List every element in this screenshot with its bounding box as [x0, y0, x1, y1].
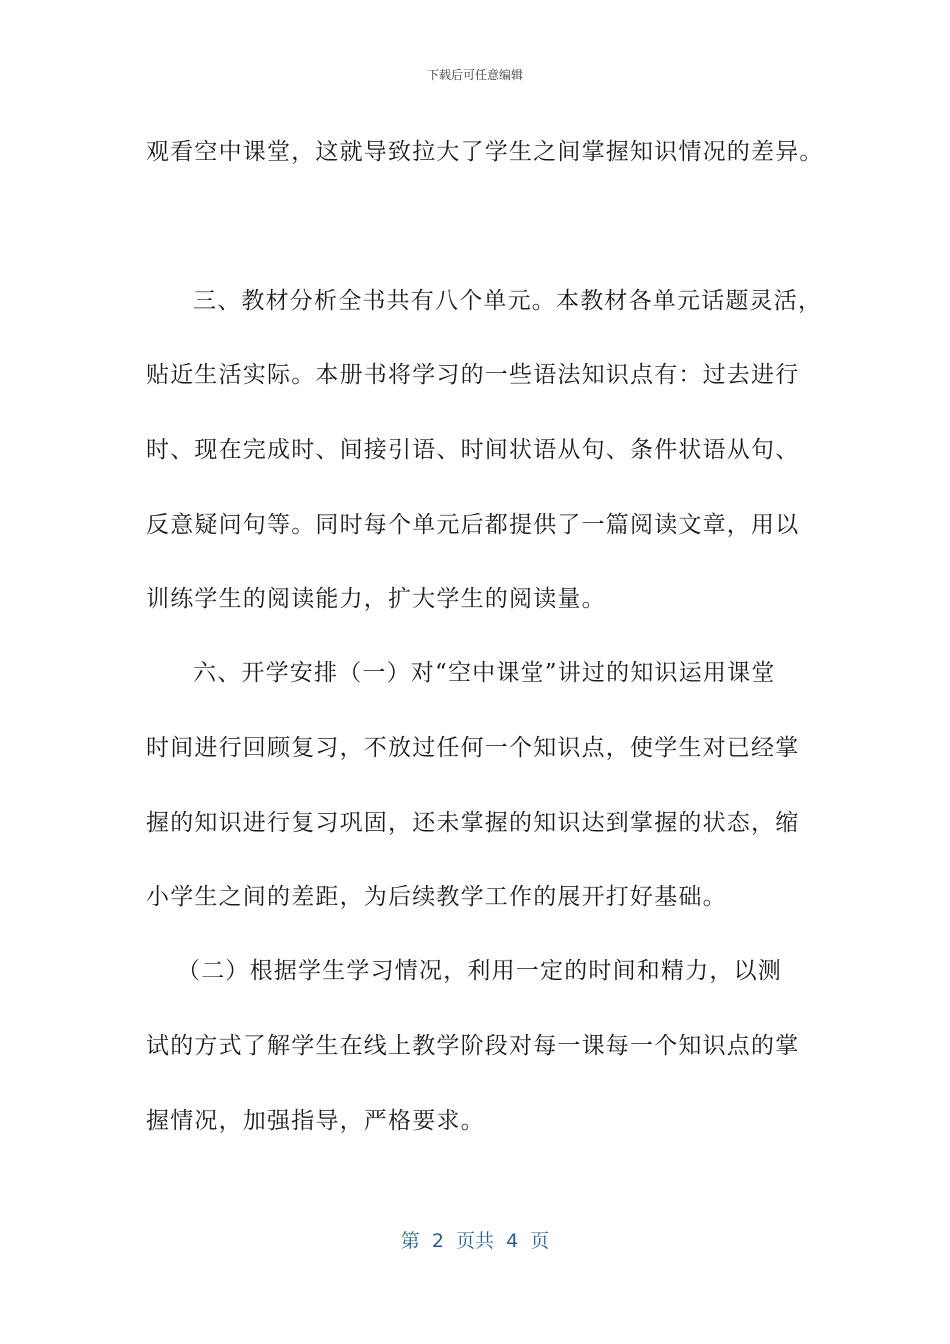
- text-line: 小学生之间的差距，为后续教学工作的展开打好基础。: [146, 884, 727, 910]
- text-line: 训练学生的阅读能力，扩大学生的阅读量。: [146, 586, 606, 612]
- page-footer: 第 2 页共 4 页: [400, 1230, 550, 1252]
- text-line: 贴近生活实际。本册书将学习的一些语法知识点有：过去进行: [146, 362, 800, 388]
- text-line: 握情况，加强指导，严格要求。: [146, 1108, 485, 1134]
- text-line: 试的方式了解学生在线上教学阶段对每一课每一个知识点的掌: [146, 1033, 800, 1059]
- page-header: 下载后可任意编辑: [426, 68, 523, 82]
- text-line: 观看空中课堂，这就导致拉大了学生之间掌握知识情况的差异。: [146, 139, 824, 165]
- text-line: （二）根据学生学习情况，利用一定的时间和精力，以测: [177, 958, 782, 984]
- text-line: 时、现在完成时、间接引语、时间状语从句、条件状语从句、: [146, 437, 800, 463]
- text-line: 时间进行回顾复习，不放过任何一个知识点，使学生对已经掌: [146, 735, 800, 761]
- text-line: 三、教材分析全书共有八个单元。本教材各单元话题灵活，: [193, 288, 823, 314]
- text-line: 反意疑问句等。同时每个单元后都提供了一篇阅读文章，用以: [146, 512, 800, 538]
- text-line: 握的知识进行复习巩固，还未掌握的知识达到掌握的状态，缩: [146, 810, 800, 836]
- text-line: 六、开学安排（一）对“空中课堂”讲过的知识运用课堂: [193, 660, 776, 686]
